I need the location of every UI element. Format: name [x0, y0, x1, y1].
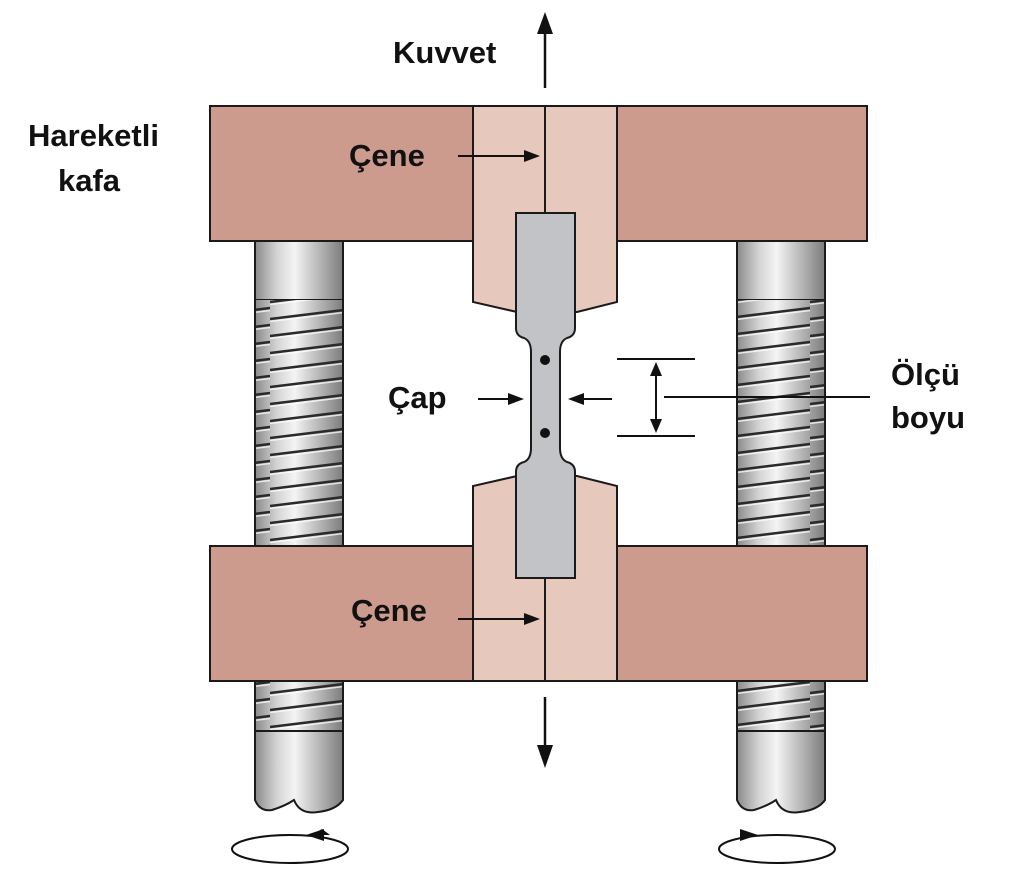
gauge-length-label-line1: Ölçü [891, 357, 960, 392]
jaw-bottom-label: Çene [351, 593, 427, 628]
diameter-label: Çap [388, 380, 447, 415]
moving-head-label-line2: kafa [58, 163, 121, 198]
force-label: Kuvvet [393, 35, 497, 70]
gauge-mark-bottom [540, 428, 550, 438]
left-lead-screw [255, 240, 343, 813]
gauge-length-label-line2: boyu [891, 400, 966, 435]
right-lead-screw [737, 240, 825, 813]
left-rotation-arrow [232, 829, 348, 863]
moving-head-label-line1: Hareketli [28, 118, 159, 153]
gauge-mark-top [540, 355, 550, 365]
right-rotation-arrow [719, 829, 835, 863]
force-arrow-down [537, 697, 553, 768]
force-arrow-up [537, 12, 553, 88]
jaw-top-label: Çene [349, 138, 425, 173]
test-specimen [516, 213, 575, 578]
